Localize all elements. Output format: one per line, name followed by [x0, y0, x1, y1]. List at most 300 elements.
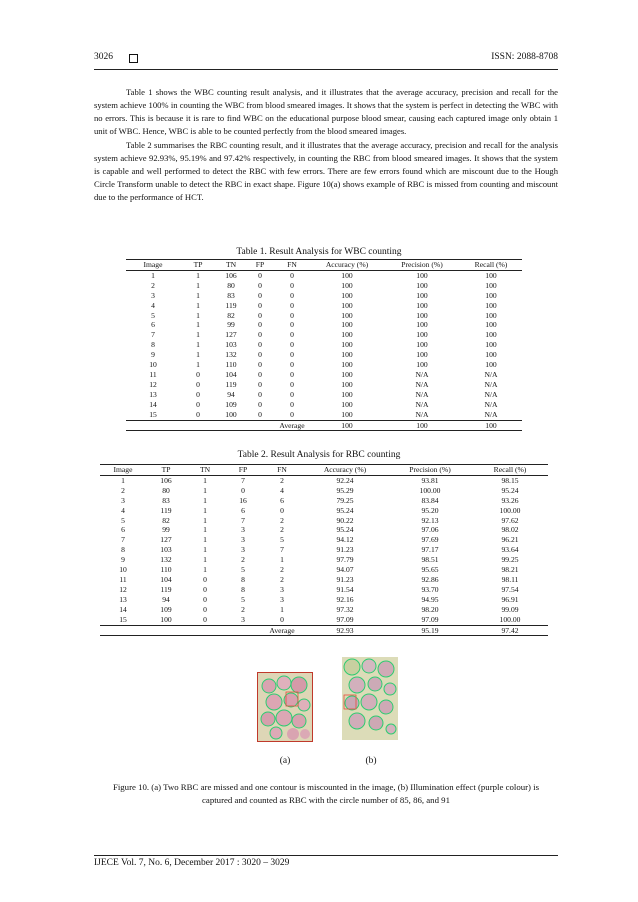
table-cell: 8: [241, 584, 245, 594]
table-row: [126, 390, 522, 400]
table-cell: 119: [160, 584, 172, 594]
header-rule: [94, 69, 558, 70]
table-cell: 100: [341, 270, 353, 280]
table-cell: 0: [203, 594, 207, 604]
table-cell: 6: [280, 495, 284, 505]
table-cell: 95.65: [421, 565, 439, 575]
table-cell: 3: [280, 584, 284, 594]
table-cell: 0: [290, 350, 294, 360]
table-cell: 97.62: [501, 515, 519, 525]
body-text: [94, 86, 558, 205]
table-cell: 90.22: [336, 515, 354, 525]
table-cell: 100: [341, 340, 353, 350]
column-header: Accuracy (%): [310, 260, 384, 271]
table-cell: 0: [290, 320, 294, 330]
table-cell: 104: [160, 574, 172, 584]
table-cell: 104: [225, 369, 237, 379]
table-cell: 2: [241, 555, 245, 565]
table-cell: 0: [258, 360, 262, 370]
table-cell: 0: [258, 280, 262, 290]
table-cell: 0: [203, 574, 207, 584]
table-cell: 0: [258, 320, 262, 330]
table-cell: 95.24: [501, 485, 519, 495]
figure-10b-image: [342, 657, 398, 740]
table-cell: 0: [186, 615, 224, 625]
table-cell: 93.64: [501, 545, 519, 555]
issn: ISSN: 2088-8708: [491, 52, 558, 62]
table-cell: 1: [196, 330, 200, 340]
table-cell: 97.17: [421, 545, 439, 555]
table-row: [126, 350, 522, 360]
separator-box-icon: [129, 54, 138, 63]
table-cell: 127: [160, 535, 172, 545]
table-cell: 97.09: [302, 615, 388, 625]
table-cell: 80: [227, 280, 235, 290]
table-cell: 1: [196, 280, 200, 290]
table-cell: 100: [485, 300, 497, 310]
empty-cell: [126, 420, 180, 431]
table-cell: 0: [290, 330, 294, 340]
table-cell: 82: [162, 515, 170, 525]
table-cell: 1: [203, 555, 207, 565]
table-cell: 0: [258, 310, 262, 320]
table-row: [100, 595, 548, 605]
table-cell: 95.24: [336, 505, 354, 515]
table-cell: 0: [203, 604, 207, 614]
table-cell: 3: [224, 615, 262, 625]
table-cell: 15: [100, 615, 146, 625]
table-cell: 100: [216, 410, 246, 420]
column-header: Recall (%): [472, 465, 548, 476]
table-cell: 100: [416, 360, 428, 370]
table-cell: 97.79: [336, 555, 354, 565]
table-cell: 110: [160, 565, 172, 575]
table-row: [100, 565, 548, 575]
table-cell: 119: [225, 300, 237, 310]
table-cell: 1: [203, 485, 207, 495]
table-cell: N/A: [460, 410, 522, 420]
page-header: [94, 52, 558, 66]
table-cell: 100: [485, 330, 497, 340]
average-cell: 100: [460, 420, 522, 431]
table-cell: 83: [162, 495, 170, 505]
table-cell: 7: [121, 535, 125, 545]
table-cell: 119: [160, 505, 172, 515]
table-cell: 100: [341, 379, 353, 389]
table-cell: 1: [203, 475, 207, 485]
table-cell: 100: [485, 350, 497, 360]
table-cell: 7: [280, 545, 284, 555]
table-cell: 100: [416, 300, 428, 310]
column-header: Image: [126, 260, 180, 271]
table-cell: 98.21: [501, 565, 519, 575]
table-cell: 2: [280, 475, 284, 485]
column-header: FP: [224, 465, 262, 476]
table-cell: 5: [121, 515, 125, 525]
table-cell: 103: [160, 545, 172, 555]
table-cell: 94.95: [421, 594, 439, 604]
table-row: [100, 496, 548, 506]
table-cell: 100: [416, 350, 428, 360]
table2: [100, 464, 548, 636]
average-label: Average: [274, 420, 310, 431]
table-cell: 0: [196, 389, 200, 399]
average-cell: 100: [384, 420, 460, 431]
table-cell: 3: [121, 495, 125, 505]
table-cell: 1: [196, 270, 200, 280]
table-cell: 82: [227, 310, 235, 320]
column-header: Precision (%): [384, 260, 460, 271]
table-cell: 100: [341, 290, 353, 300]
table-cell: 2: [280, 574, 284, 584]
table-cell: N/A: [415, 379, 429, 389]
table-cell: 5: [151, 310, 155, 320]
table-cell: 98.15: [501, 475, 519, 485]
table-cell: 92.13: [421, 515, 439, 525]
table-cell: 2: [241, 604, 245, 614]
table-cell: 1: [203, 505, 207, 515]
table-cell: 14: [119, 604, 127, 614]
table-cell: 98.11: [501, 574, 519, 584]
table-cell: 106: [225, 270, 237, 280]
table-cell: 9: [151, 350, 155, 360]
table-cell: 100: [341, 330, 353, 340]
table-cell: 5: [241, 594, 245, 604]
table-cell: 11: [149, 369, 157, 379]
table-cell: 1: [196, 300, 200, 310]
table-cell: 1: [203, 535, 207, 545]
table-row: [126, 380, 522, 390]
table-cell: 97.69: [421, 535, 439, 545]
table-cell: 11: [119, 574, 127, 584]
column-header: FN: [262, 465, 302, 476]
table-cell: 12: [149, 379, 157, 389]
table-cell: 0: [290, 310, 294, 320]
column-header: Accuracy (%): [302, 465, 388, 476]
table-cell: 100: [485, 280, 497, 290]
table-cell: 8: [151, 340, 155, 350]
paragraph-1: Table 1 shows the WBC counting result analysis, and it illustrates that the average accuracy, precision and recall for the system achieve 100% in counting the WBC from blood smeared images. It shows that the system is perfect in detecting the WBC with no errors. This is because it is rare to find WBC on the educational purpose blood smear, causing each captured image only obtain 1 unit of WBC. Hence, WBC is able to be counted perfectly from the blood smeared images.: [94, 87, 558, 136]
page-number: 3026: [94, 52, 113, 62]
table-cell: 0: [258, 399, 262, 409]
table-row: [100, 506, 548, 516]
table-cell: N/A: [484, 399, 498, 409]
column-header: TN: [216, 260, 246, 271]
table-cell: 93.26: [501, 495, 519, 505]
table-cell: 100: [485, 340, 497, 350]
table-cell: 0: [258, 389, 262, 399]
table-cell: 8: [121, 545, 125, 555]
average-row: [126, 420, 522, 431]
table-cell: 100: [341, 300, 353, 310]
table-cell: 100: [416, 310, 428, 320]
table-cell: 6: [121, 525, 125, 535]
table-cell: 1: [196, 290, 200, 300]
table-cell: 106: [160, 475, 172, 485]
table-cell: 100: [485, 270, 497, 280]
table-cell: 0: [274, 410, 310, 420]
average-cell: 97.42: [472, 625, 548, 636]
table-cell: 109: [225, 399, 237, 409]
table-row: [100, 545, 548, 555]
table-cell: 98.20: [421, 604, 439, 614]
table-cell: 2: [280, 525, 284, 535]
table-cell: 3: [241, 535, 245, 545]
table-cell: 0: [196, 379, 200, 389]
empty-cell: [146, 625, 186, 636]
table-cell: 0: [180, 410, 216, 420]
table-cell: 100: [416, 290, 428, 300]
table-cell: 3: [241, 545, 245, 555]
table-row: [126, 400, 522, 410]
table-row: [126, 281, 522, 291]
table-cell: 100: [416, 330, 428, 340]
table-cell: 93.70: [421, 584, 439, 594]
table-cell: 127: [225, 330, 237, 340]
table-cell: 91.23: [336, 545, 354, 555]
table-cell: 13: [119, 594, 127, 604]
empty-cell: [224, 625, 262, 636]
table-row: [100, 605, 548, 615]
table-cell: 6: [241, 505, 245, 515]
table-cell: 0: [290, 300, 294, 310]
table-cell: 0: [258, 340, 262, 350]
table-cell: N/A: [484, 379, 498, 389]
table-cell: 110: [225, 360, 237, 370]
table-cell: 0: [258, 300, 262, 310]
table-cell: 1: [280, 555, 284, 565]
table-cell: 1: [203, 545, 207, 555]
table-cell: 0: [290, 270, 294, 280]
table-cell: 100.00: [419, 485, 441, 495]
average-row: [100, 625, 548, 636]
table-row: [126, 340, 522, 350]
table-cell: 132: [225, 350, 237, 360]
empty-cell: [246, 420, 274, 431]
table-cell: 7: [241, 475, 245, 485]
table-cell: 95.24: [336, 525, 354, 535]
column-header: TN: [186, 465, 224, 476]
table-cell: 95.29: [336, 485, 354, 495]
table2-caption: Table 2. Result Analysis for RBC counting: [237, 450, 401, 460]
table-cell: 7: [151, 330, 155, 340]
column-header: Image: [100, 465, 146, 476]
table-cell: 83.84: [421, 495, 439, 505]
figure-label-b: (b): [365, 756, 377, 766]
table-cell: 80: [162, 485, 170, 495]
table-cell: 15: [126, 410, 180, 420]
table-cell: 92.86: [421, 574, 439, 584]
table-cell: 96.91: [501, 594, 519, 604]
empty-cell: [216, 420, 246, 431]
paragraph-2: Table 2 summarises the RBC counting result, and it illustrates that the average accuracy, precision and recall for the analysis system achieve 92.93%, 95.19% and 97.42% respectively, in counting the RBC from blood smeared images. It shows that the system is capable and well performed to detect the RBC with few errors. There are few errors found which are miscount due to the Hough Circle Transform unable to detect the RBC in exact shape. Figure 10(a) shows example of RBC is missed from counting and miscount due to the performance of HCT.: [94, 140, 558, 202]
table-cell: 0: [290, 369, 294, 379]
table-cell: 93.81: [421, 475, 439, 485]
table-cell: 100: [341, 280, 353, 290]
table-cell: 10: [119, 565, 127, 575]
table-row: [100, 615, 548, 625]
table-cell: 100: [341, 369, 353, 379]
table-cell: 97.09: [388, 615, 472, 625]
table-cell: 5: [241, 565, 245, 575]
table-cell: 0: [290, 379, 294, 389]
table-row: [126, 270, 522, 280]
column-header: FP: [246, 260, 274, 271]
table-cell: 2: [121, 485, 125, 495]
table-row: [126, 410, 522, 420]
table-row: [100, 555, 548, 565]
empty-cell: [180, 420, 216, 431]
empty-cell: [186, 625, 224, 636]
table-cell: 100: [416, 270, 428, 280]
table-cell: 100: [341, 350, 353, 360]
table-cell: N/A: [415, 369, 429, 379]
table-cell: 100: [146, 615, 186, 625]
table-row: [100, 525, 548, 535]
table-cell: 100: [416, 340, 428, 350]
table-row: [126, 320, 522, 330]
table-cell: 8: [241, 574, 245, 584]
table-cell: 91.23: [336, 574, 354, 584]
column-header: Precision (%): [388, 465, 472, 476]
table-cell: 10: [149, 360, 157, 370]
table-cell: 96.21: [501, 535, 519, 545]
average-label: Average: [262, 625, 302, 636]
table-cell: 100: [416, 320, 428, 330]
table-cell: 100: [485, 320, 497, 330]
table-cell: N/A: [484, 389, 498, 399]
table-cell: 0: [196, 369, 200, 379]
table-cell: 3: [280, 594, 284, 604]
table-cell: 92.24: [336, 475, 354, 485]
table-cell: 3: [241, 525, 245, 535]
average-cell: 95.19: [388, 625, 472, 636]
table-cell: 100: [341, 399, 353, 409]
table-cell: N/A: [484, 369, 498, 379]
table-row: [100, 475, 548, 485]
table-row: [100, 486, 548, 496]
table-cell: 97.32: [336, 604, 354, 614]
table-cell: 100: [341, 389, 353, 399]
table-row: [126, 301, 522, 311]
table-cell: 0: [258, 290, 262, 300]
table-row: [126, 291, 522, 301]
table-row: [126, 330, 522, 340]
table-cell: 0: [280, 505, 284, 515]
table-cell: 100: [416, 280, 428, 290]
table-row: [126, 360, 522, 370]
table-row: [126, 311, 522, 321]
table-cell: 100: [485, 310, 497, 320]
table-cell: 1: [196, 340, 200, 350]
table-cell: 2: [280, 565, 284, 575]
table-cell: N/A: [415, 389, 429, 399]
footer-rule: [94, 855, 558, 856]
table-cell: 0: [258, 270, 262, 280]
table-cell: 1: [203, 525, 207, 535]
table-cell: 100: [485, 290, 497, 300]
table-cell: 91.54: [336, 584, 354, 594]
table-cell: 97.06: [421, 525, 439, 535]
table-cell: 94.07: [336, 565, 354, 575]
table-cell: 0: [290, 360, 294, 370]
table-cell: 94: [227, 389, 235, 399]
table-cell: 1: [196, 310, 200, 320]
empty-cell: [100, 625, 146, 636]
table-row: [100, 575, 548, 585]
table-cell: 9: [121, 555, 125, 565]
table-cell: 1: [203, 515, 207, 525]
table-cell: N/A: [415, 399, 429, 409]
table-row: [126, 370, 522, 380]
table-cell: 97.54: [501, 584, 519, 594]
table-cell: 98.51: [421, 555, 439, 565]
column-header: FN: [274, 260, 310, 271]
figure-10-caption: Figure 10. (a) Two RBC are missed and one contour is miscounted in the image, (b) Illumination effect (purple colour) is captured and counted as RBC with the circle number of 85, 86, and 91: [112, 782, 540, 805]
table-cell: 4: [280, 485, 284, 495]
table-cell: 100.00: [499, 505, 521, 515]
table-cell: 2: [151, 280, 155, 290]
table-cell: 100: [310, 410, 384, 420]
table-cell: 0: [262, 615, 302, 625]
table-cell: 1: [196, 350, 200, 360]
table-cell: 99: [162, 525, 170, 535]
column-header: TP: [146, 465, 186, 476]
table-cell: 4: [151, 300, 155, 310]
table-cell: 1: [280, 604, 284, 614]
table-cell: 3: [151, 290, 155, 300]
table-cell: 7: [241, 515, 245, 525]
table-cell: 0: [258, 330, 262, 340]
table-cell: 94: [162, 594, 170, 604]
table-cell: 1: [196, 320, 200, 330]
average-cell: 100: [310, 420, 384, 431]
table-cell: 99: [227, 320, 235, 330]
table-cell: 16: [239, 495, 247, 505]
table-cell: 0: [290, 280, 294, 290]
table-cell: 95.20: [421, 505, 439, 515]
table1-caption: Table 1. Result Analysis for WBC counting: [236, 247, 402, 257]
table-cell: 1: [203, 495, 207, 505]
table-cell: 0: [203, 584, 207, 594]
table-cell: 79.25: [336, 495, 354, 505]
table-cell: 4: [121, 505, 125, 515]
table-cell: 1: [121, 475, 125, 485]
table-cell: 109: [160, 604, 172, 614]
table-cell: 100: [485, 360, 497, 370]
average-cell: 92.93: [302, 625, 388, 636]
table-cell: 13: [149, 389, 157, 399]
figure-10a-image: [257, 672, 313, 742]
table-cell: 5: [280, 535, 284, 545]
table-cell: 92.16: [336, 594, 354, 604]
table-cell: 2: [280, 515, 284, 525]
table-cell: 132: [160, 555, 172, 565]
table-row: [100, 585, 548, 595]
table-cell: 0: [258, 369, 262, 379]
table-row: [100, 535, 548, 545]
table-cell: 100: [341, 310, 353, 320]
table1: [126, 259, 522, 431]
table-row: [100, 516, 548, 526]
table-cell: 99.25: [501, 555, 519, 565]
table-cell: 0: [241, 485, 245, 495]
table-cell: 0: [258, 379, 262, 389]
table-cell: 0: [196, 399, 200, 409]
table-cell: 12: [119, 584, 127, 594]
table-cell: 83: [227, 290, 235, 300]
table-cell: 0: [290, 290, 294, 300]
